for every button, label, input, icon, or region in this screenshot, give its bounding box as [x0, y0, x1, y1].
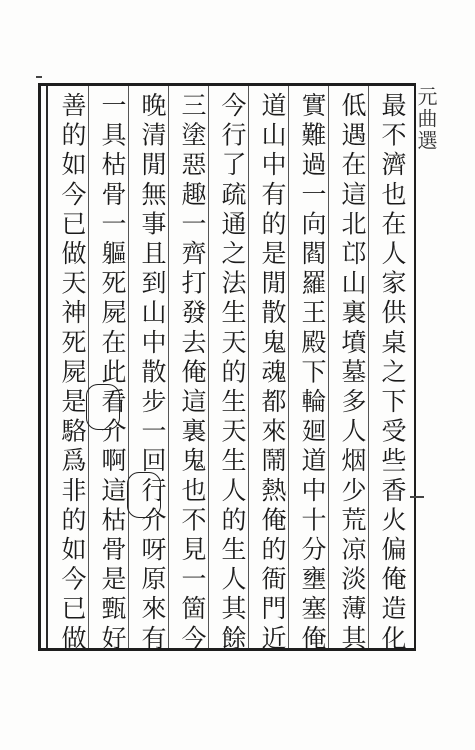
text-column: 最不濟也在人家供桌之下受些香火偏俺造化	[378, 92, 407, 655]
text-column: 善的如今已做天神死屍是駱爲非的如今已做	[58, 92, 87, 655]
column-divider	[328, 86, 329, 648]
page-header: 元曲選	[414, 86, 438, 152]
text-column: 今行了疏通之法生天的生天生人的生人其餘	[218, 92, 247, 655]
text-column: 道山中有的是閒散鬼魂都來鬧熱俺的衙門近	[258, 92, 287, 655]
text-column: 低遇在這北邙山裏墳墓多人烟少荒凉淡薄其	[338, 92, 367, 655]
edge-tick	[410, 496, 424, 498]
column-divider	[368, 86, 369, 648]
column-divider	[288, 86, 289, 648]
text-column: 一具枯骨一軀死屍在此看介啊這枯骨是甄好	[98, 92, 127, 655]
text-column: 晚清閒無事且到山中散步一回行介呀原來有	[138, 92, 167, 655]
column-divider	[128, 86, 129, 648]
column-divider	[208, 86, 209, 648]
text-column: 實難過一向閻羅王殿下輪廻道中十分壅塞俺	[298, 92, 327, 655]
column-divider	[88, 86, 89, 648]
border-inner-line	[46, 86, 48, 648]
stage-direction-circle	[127, 472, 161, 518]
text-column: 三塗惡趣一齊打發去俺這裏鬼也不見一箇今	[178, 92, 207, 655]
column-divider	[248, 86, 249, 648]
column-divider	[168, 86, 169, 648]
corner-tick	[36, 76, 42, 78]
stage-direction-circle	[86, 384, 120, 430]
